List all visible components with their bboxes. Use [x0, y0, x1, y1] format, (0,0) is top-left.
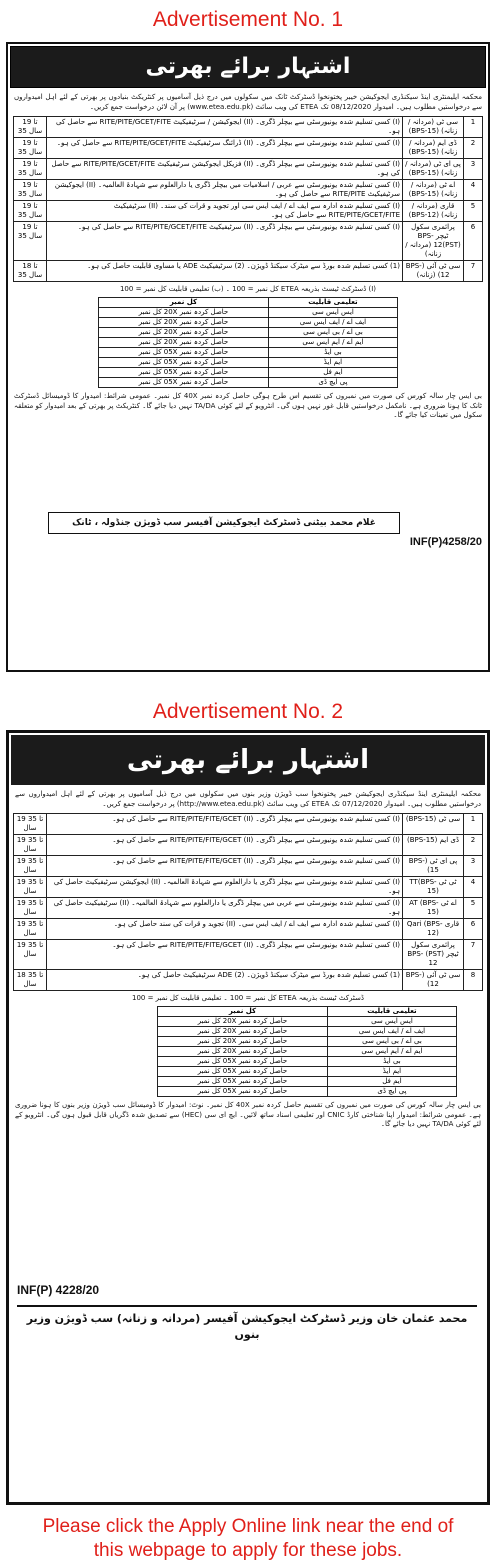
marks-qualification: ایس ایس سی	[268, 308, 397, 318]
post-qualification: (I) کسی تسلیم شدہ یونیورسٹی سے بیچلر ڈگری۔ (II) RITE/PITE/FITE/GCET سے حاصل کی ہو۔	[47, 856, 403, 877]
post-name: پرائمری سکول ٹیچر (PST) BPS-12	[403, 940, 464, 970]
post-name: سی ٹی (BPS-15)	[403, 814, 464, 835]
marks-formula: حاصل کردہ نمبر 05X کل نمبر	[99, 348, 269, 358]
marks-row	[158, 1027, 457, 1037]
post-row	[14, 117, 483, 138]
marks-row	[158, 1017, 457, 1027]
post-number: 3	[464, 159, 483, 180]
post-number: 1	[464, 117, 483, 138]
post-age-limit: 19 تا 35 سال	[14, 814, 47, 835]
post-name: پرائمری سکول ٹیچر BPS-12(PST) (مردانہ / زنانہ)	[403, 222, 464, 261]
marks-formula: حاصل کردہ نمبر 20X کل نمبر	[158, 1027, 328, 1037]
marks-row	[99, 368, 398, 378]
marks-formula: حاصل کردہ نمبر 05X کل نمبر	[99, 378, 269, 388]
marks-row	[99, 308, 398, 318]
marks-formula: حاصل کردہ نمبر 05X کل نمبر	[158, 1087, 328, 1097]
apply-online-notice	[0, 1515, 496, 1563]
post-name: پی ای ٹی (BPS-15)	[403, 856, 464, 877]
post-row	[14, 138, 483, 159]
marks-header-row	[158, 1007, 457, 1017]
post-qualification: (I) کسی تسلیم شدہ ادارہ سے ایف اے / ایف ایس سی اور تجوید و قرات کی سند۔ (II) سرٹیفیکیٹ RITE/PITE/GCET/FITE سے حاصل کی ہو۔	[47, 201, 403, 222]
ad1-inf-number: INF(P)4258/20	[409, 536, 482, 548]
post-qualification: (I) کسی تسلیم شدہ یونیورسٹی سے بیچلر ڈگری یا دارالعلوم سے شہادۃ العالمیہ۔ (II) ایجوکیشن سرٹیفیکیٹ حاصل کی ہو۔	[47, 877, 403, 898]
marks-qualification: ایم ایڈ	[268, 358, 397, 368]
post-row	[14, 222, 483, 261]
post-qualification: (I) کسی تسلیم شدہ یونیورسٹی سے بیچلر ڈگری۔ (II) RITE/PITE/FITE/GCET سے حاصل کی ہو۔	[47, 940, 403, 970]
post-age-limit: 19 تا 35 سال	[14, 159, 47, 180]
ad1-banner: اشتہار برائے بھرتی	[10, 46, 486, 88]
ad1-marks-note: (I) ڈسٹرکٹ ٹیسٹ بذریعہ ETEA کل نمبر = 100 ۔ (ب) تعلیمی قابلیت کل نمبر = 100	[119, 285, 377, 293]
post-number: 4	[464, 877, 483, 898]
apply-online-notice-line-1: Please click the Apply Online link near the end of	[42, 1516, 454, 1537]
marks-row	[158, 1077, 457, 1087]
post-name: قاری (مردانہ / زنانہ) (BPS-12)	[403, 201, 464, 222]
marks-row	[158, 1057, 457, 1067]
ad2-conditions: بی ایس چار سالہ کورس کی صورت میں نمبروں کی تقسیم حاصل کردہ نمبر 40X کل نمبر۔ نوٹ: امیدوار کا ڈومیسائل سب ڈویژن وزیر بنوں کا ہونا ضروری ہے۔ عمومی شرائط: امیدوار اپنا شناختی کارڈ CNIC اور تعلیمی اسناد ساتھ لائیں۔ ایچ ای سی (HEC) سے تصدیق شدہ ڈگریاں قابل قبول ہوں گی۔ انٹرویو کے لئے کوئی TA/DA نہیں دیا جائے گا۔	[15, 1101, 481, 1128]
post-age-limit: 19 تا 35 سال	[14, 222, 47, 261]
post-row	[14, 180, 483, 201]
marks-formula: حاصل کردہ نمبر 20X کل نمبر	[99, 318, 269, 328]
post-number: 7	[464, 261, 483, 282]
marks-row	[158, 1087, 457, 1097]
post-qualification: (1) کسی تسلیم شدہ بورڈ سے میٹرک سیکنڈ ڈویژن۔ (2) ADE سرٹیفیکیٹ حاصل کی ہو۔	[47, 970, 403, 991]
marks-qualification: ایم اے / ایم ایس سی	[268, 338, 397, 348]
ad1-signature: غلام محمد بیٹنی ڈسٹرکٹ ایجوکیشن آفیسر سب ڈویژن جنڈولہ ، ٹانک	[48, 512, 400, 534]
marks-row	[99, 348, 398, 358]
marks-header-cell: کل نمبر	[99, 298, 269, 308]
marks-formula: حاصل کردہ نمبر 05X کل نمبر	[158, 1077, 328, 1087]
post-qualification: (I) کسی تسلیم شدہ یونیورسٹی سے عربی / اسلامیات میں بیچلر ڈگری یا دارالعلوم سے شہادۃ العالمیہ۔ (II) ایجوکیشن سرٹیفیکیٹ RITE/PITE سے حاصل کی ہو۔	[47, 180, 403, 201]
post-qualification: (I) کسی تسلیم شدہ یونیورسٹی سے بیچلر ڈگری۔ (II) ایجوکیشن / سرٹیفیکیٹ RITE/PITE/GCET/FITE سے حاصل کی ہو۔	[47, 117, 403, 138]
post-number: 5	[464, 898, 483, 919]
marks-row	[99, 318, 398, 328]
marks-formula: حاصل کردہ نمبر 05X کل نمبر	[99, 358, 269, 368]
ad1-marks-table	[98, 297, 398, 388]
post-name: پی ای ٹی (مردانہ / زنانہ) (BPS-15)	[403, 159, 464, 180]
post-age-limit: 19 تا 35 سال	[14, 180, 47, 201]
post-row	[14, 856, 483, 877]
marks-qualification: بی ایڈ	[327, 1057, 456, 1067]
marks-formula: حاصل کردہ نمبر 05X کل نمبر	[158, 1057, 328, 1067]
post-number: 8	[464, 970, 483, 991]
post-number: 4	[464, 180, 483, 201]
ad2-banner: اشتہار برائے بھرتی	[11, 735, 485, 785]
post-row	[14, 898, 483, 919]
ad1-posts-table	[13, 116, 483, 282]
marks-qualification: ایم فل	[327, 1077, 456, 1087]
post-row	[14, 919, 483, 940]
post-number: 3	[464, 856, 483, 877]
post-qualification: (I) کسی تسلیم شدہ یونیورسٹی سے بیچلر ڈگری۔ (II) ڈرائنگ سرٹیفیکیٹ RITE/PITE/GCET/FITE سے حاصل کی ہو۔	[47, 138, 403, 159]
marks-qualification: ایم اے / ایم ایس سی	[327, 1047, 456, 1057]
post-name: سی ٹی آئی (BPS-12) (زنانہ)	[403, 261, 464, 282]
post-number: 2	[464, 835, 483, 856]
post-row	[14, 835, 483, 856]
marks-row	[158, 1047, 457, 1057]
marks-header-cell: کل نمبر	[158, 1007, 328, 1017]
post-qualification: (I) کسی تسلیم شدہ یونیورسٹی سے بیچلر ڈگری۔ (II) RITE/PITE/FITE/GCET سے حاصل کی ہو۔	[47, 835, 403, 856]
marks-formula: حاصل کردہ نمبر 05X کل نمبر	[158, 1067, 328, 1077]
ad2-intro: محکمہ ایلیمنٹری اینڈ سیکنڈری ایجوکیشن خیبر پختونخوا سب ڈویژن وزیر بنوں میں سکولوں میں درج ذیل آسامیوں پر بھرتی کے لئے اہل امیدواروں سے درخواستیں مطلوب ہیں۔ امیدوار 07/12/2020 تک ETEA کی ویب سائٹ (http://www.etea.edu.pk) پر درخواست جمع کریں۔	[15, 790, 481, 808]
ad1-conditions: بی ایس چار سالہ کورس کی صورت میں نمبروں کی تقسیم اس طرح ہوگی حاصل کردہ نمبر 40X کل نمبر۔ عمومی شرائط: امیدوار کا ڈومیسائل ڈسٹرکٹ ٹانک کا ہونا ضروری ہے۔ نامکمل درخواستیں قابل غور نہیں ہوں گی۔ انٹرویو کے لئے کوئی TA/DA نہیں دیا جائے گا۔ کنٹریکٹ پر بھرتی کے بعد امیدوار کو متعلقہ سکول میں تعینات کیا جائے گا۔	[14, 392, 483, 419]
post-row	[14, 970, 483, 991]
ad2-signature: محمد عثمان خان وزیر ڈسٹرکٹ ایجوکیشن آفیسر (مردانہ و زنانہ) سب ڈویژن وزیر بنوں	[17, 1305, 477, 1343]
marks-row	[99, 338, 398, 348]
post-number: 6	[464, 919, 483, 940]
marks-qualification: ایف اے / ایف ایس سی	[327, 1027, 456, 1037]
post-age-limit: 19 تا 35 سال	[14, 877, 47, 898]
ad1-intro: محکمہ ایلیمنٹری اینڈ سیکنڈری ایجوکیشن خیبر پختونخوا ڈسٹرکٹ ٹانک میں سکولوں میں درج ذیل آسامیوں پر کنٹریکٹ بنیادوں پر بھرتی کے لئے اہل امیدواروں سے درخواستیں مطلوب ہیں۔ امیدوار 08/12/2020 تک ETEA کی ویب سائٹ (www.etea.edu.pk) پر آن لائن درخواست جمع کریں۔	[14, 93, 482, 111]
post-age-limit: 19 تا 35 سال	[14, 201, 47, 222]
post-row	[14, 261, 483, 282]
marks-formula: حاصل کردہ نمبر 20X کل نمبر	[158, 1037, 328, 1047]
advertisement-2-heading: Advertisement No. 2	[152, 700, 344, 723]
marks-qualification: بی اے / بی ایس سی	[327, 1037, 456, 1047]
marks-formula: حاصل کردہ نمبر 20X کل نمبر	[158, 1017, 328, 1027]
marks-qualification: بی ایڈ	[268, 348, 397, 358]
post-row	[14, 159, 483, 180]
post-qualification: (I) کسی تسلیم شدہ یونیورسٹی سے عربی میں بیچلر ڈگری یا دارالعلوم سے شہادۃ العالمیہ۔ (II) سرٹیفیکیٹ حاصل کی ہو۔	[47, 898, 403, 919]
post-row	[14, 877, 483, 898]
post-age-limit: 19 تا 35 سال	[14, 835, 47, 856]
marks-qualification: بی اے / بی ایس سی	[268, 328, 397, 338]
post-name: قاری Qari (BPS-12)	[403, 919, 464, 940]
marks-formula: حاصل کردہ نمبر 20X کل نمبر	[99, 308, 269, 318]
marks-qualification: ایم ایڈ	[327, 1067, 456, 1077]
post-qualification: (I) کسی تسلیم شدہ ادارہ سے ایف اے / ایف ایس سی۔ (II) تجوید و قرات کی سند حاصل کی ہو۔	[47, 919, 403, 940]
post-name: ڈی ایم (BPS-15)	[403, 835, 464, 856]
post-row	[14, 201, 483, 222]
post-age-limit: 18 تا 35 سال	[14, 970, 47, 991]
post-qualification: (I) کسی تسلیم شدہ یونیورسٹی سے بیچلر ڈگری۔ (II) RITE/PITE/FITE/GCET سے حاصل کی ہو۔	[47, 814, 403, 835]
ad2-marks-table	[157, 1006, 457, 1097]
marks-qualification: پی ایچ ڈی	[268, 378, 397, 388]
marks-row	[99, 378, 398, 388]
advertisement-1-heading: Advertisement No. 1	[152, 8, 344, 31]
post-age-limit: 19 تا 35 سال	[14, 117, 47, 138]
marks-formula: حاصل کردہ نمبر 20X کل نمبر	[99, 338, 269, 348]
post-age-limit: 19 تا 35 سال	[14, 940, 47, 970]
post-name: سی ٹی آئی (BPS-12)	[403, 970, 464, 991]
marks-header-row	[99, 298, 398, 308]
marks-qualification: ایس ایس سی	[327, 1017, 456, 1027]
apply-online-notice-line-2: this webpage to apply for these jobs.	[93, 1540, 403, 1561]
marks-formula: حاصل کردہ نمبر 05X کل نمبر	[99, 368, 269, 378]
marks-header-cell: تعلیمی قابلیت	[268, 298, 397, 308]
post-row	[14, 940, 483, 970]
marks-formula: حاصل کردہ نمبر 20X کل نمبر	[158, 1047, 328, 1057]
post-number: 2	[464, 138, 483, 159]
post-number: 7	[464, 940, 483, 970]
advertisement-2	[6, 730, 490, 1505]
post-number: 1	[464, 814, 483, 835]
post-age-limit: 19 تا 35 سال	[14, 898, 47, 919]
post-age-limit: 19 تا 35 سال	[14, 138, 47, 159]
ad2-inf-number: INF(P) 4228/20	[17, 1283, 100, 1297]
post-row	[14, 814, 483, 835]
marks-row	[99, 328, 398, 338]
marks-row	[99, 358, 398, 368]
post-qualification: (1) کسی تسلیم شدہ بورڈ سے میٹرک سیکنڈ ڈویژن۔ (2) سرٹیفیکیٹ ADE یا مساوی قابلیت حاصل کی ہو۔	[47, 261, 403, 282]
post-name: ٹی ٹی TT(BPS-15)	[403, 877, 464, 898]
advertisement-1	[6, 42, 490, 672]
post-number: 6	[464, 222, 483, 261]
marks-qualification: ایف اے / ایف ایس سی	[268, 318, 397, 328]
post-age-limit: 18 تا 35 سال	[14, 261, 47, 282]
post-name: سی ٹی (مردانہ / زنانہ) (BPS-15)	[403, 117, 464, 138]
post-age-limit: 19 تا 35 سال	[14, 856, 47, 877]
post-name: اے ٹی (مردانہ / زنانہ) (BPS-15)	[403, 180, 464, 201]
post-age-limit: 19 تا 35 سال	[14, 919, 47, 940]
marks-qualification: ایم فل	[268, 368, 397, 378]
marks-row	[158, 1037, 457, 1047]
marks-header-cell: تعلیمی قابلیت	[327, 1007, 456, 1017]
marks-formula: حاصل کردہ نمبر 20X کل نمبر	[99, 328, 269, 338]
post-qualification: (I) کسی تسلیم شدہ یونیورسٹی سے بیچلر ڈگری۔ (II) سرٹیفیکیٹ RITE/PITE/GCET/FITE سے حاصل کی ہو۔	[47, 222, 403, 261]
post-name: اے ٹی AT (BPS-15)	[403, 898, 464, 919]
ad2-marks-note: ڈسٹرکٹ ٹیسٹ بذریعہ ETEA کل نمبر = 100 ۔ تعلیمی قابلیت کل نمبر = 100	[131, 994, 364, 1002]
post-number: 5	[464, 201, 483, 222]
marks-qualification: پی ایچ ڈی	[327, 1087, 456, 1097]
post-name: ڈی ایم (مردانہ / زنانہ) (BPS-15)	[403, 138, 464, 159]
ad2-posts-table	[13, 813, 483, 991]
post-qualification: (I) کسی تسلیم شدہ یونیورسٹی سے بیچلر ڈگری۔ (II) فزیکل ایجوکیشن سرٹیفیکیٹ RITE/PITE/GCET/FITE سے حاصل کی ہو۔	[47, 159, 403, 180]
marks-row	[158, 1067, 457, 1077]
